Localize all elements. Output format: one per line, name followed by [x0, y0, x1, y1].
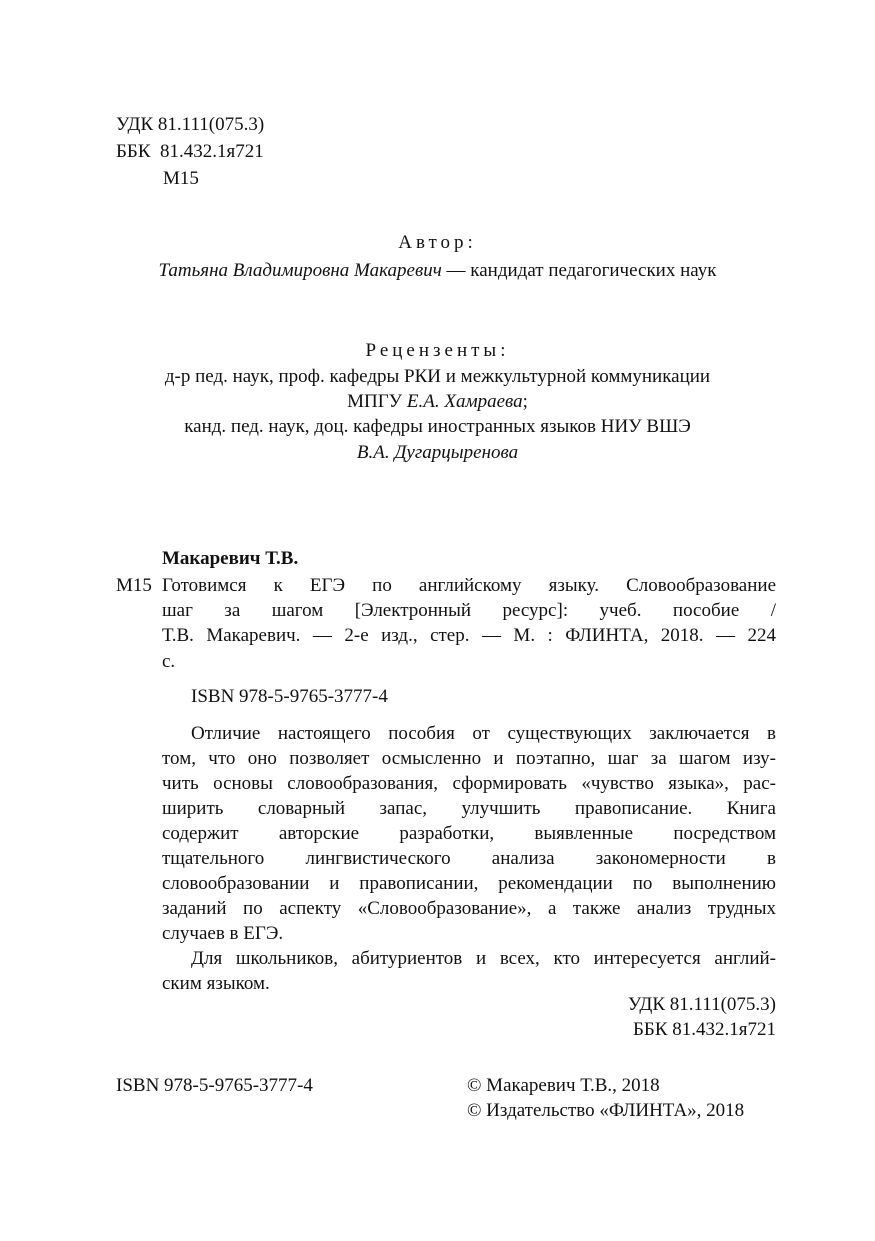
reviewer-name-1: Е.А. Хамраева: [406, 391, 523, 412]
card-mark: М15: [116, 575, 152, 596]
footer-isbn: ISBN 978-5-9765-3777-4: [116, 1075, 313, 1096]
card-bbk: ББК 81.432.1я721: [633, 1019, 776, 1040]
annotation-line: заданий по аспекту «Словообразование», а также анализ трудных: [162, 898, 776, 919]
annotation-line: содержит авторские разработки, выявленные посредством: [162, 823, 776, 844]
card-isbn: ISBN 978-5-9765-3777-4: [191, 686, 388, 707]
author-credentials: — кандидат педагогических наук: [441, 260, 717, 281]
reviewer-name-2: В.А. Дугарцыренова: [356, 442, 519, 463]
annotation-line: случаев в ЕГЭ.: [162, 923, 284, 944]
reviewer-line-2: [0, 389, 875, 414]
card-author-heading: Макаревич Т.В.: [162, 548, 299, 569]
reviewers-heading: Рецензенты:: [365, 340, 510, 361]
card-description-line: шаг за шагом [Электронный ресурс]: учеб. пособие /: [162, 600, 776, 621]
copyright-publisher: © Издательство «ФЛИНТА», 2018: [467, 1100, 745, 1121]
udk-value: 81.111(075.3): [157, 114, 265, 135]
author-mark: М15: [163, 168, 199, 189]
udk-line: [116, 112, 264, 137]
author-heading: Автор:: [398, 232, 477, 253]
annotation-line: том, что оно позволяет осмысленно и поэтапно, шаг за шагом изу-: [162, 748, 776, 769]
bbk-line: [116, 139, 264, 164]
author-name: Татьяна Владимировна Макаревич: [158, 260, 442, 281]
card-description-line: с.: [162, 651, 176, 672]
annotation-line: словообразовании и правописании, рекомендации по выполнению: [162, 873, 776, 894]
reviewer-line-3: канд. пед. наук, доц. кафедры иностранных языков НИУ ВШЭ: [184, 416, 691, 437]
copyright-author: © Макаревич Т.В., 2018: [467, 1075, 660, 1096]
card-description-line: Т.В. Макаревич. — 2-е изд., стер. — М. : ФЛИНТА, 2018. — 224: [162, 625, 776, 646]
annotation-line: чить основы словообразования, сформировать «чувство языка», рас-: [162, 773, 776, 794]
reviewer-line-1: д-р пед. наук, проф. кафедры РКИ и межкультурной коммуникации: [164, 366, 711, 387]
audience-line: Для школьников, абитуриентов и всех, кто интересуется англий-: [191, 948, 776, 969]
annotation-line: ширить словарный запас, улучшить правописание. Книга: [162, 798, 776, 819]
annotation-line: Отличие настоящего пособия от существующих заключается в: [191, 723, 776, 744]
reviewer-line-2-prefix: МПГУ: [347, 391, 407, 412]
card-description-line: Готовимся к ЕГЭ по английскому языку. Словообразование: [162, 575, 776, 596]
author-line: [0, 258, 875, 283]
annotation-line: тщательного лингвистического анализа закономерности в: [162, 848, 776, 869]
bbk-label: ББК: [116, 141, 151, 162]
bbk-value: 81.432.1я721: [160, 141, 264, 162]
audience-line: ским языком.: [162, 973, 270, 994]
udk-label: УДК: [116, 114, 154, 135]
card-udk: УДК 81.111(075.3): [627, 994, 776, 1015]
reviewer-line-2-suffix: ;: [522, 391, 528, 412]
